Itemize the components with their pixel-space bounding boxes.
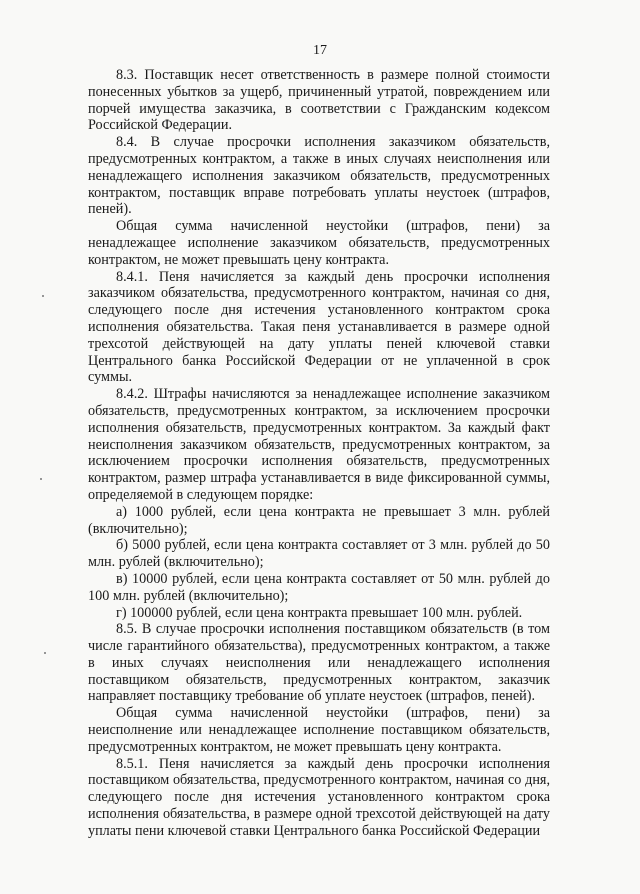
scan-mark	[40, 478, 42, 480]
list-item-b: б) 5000 рублей, если цена контракта составляет от 3 млн. рублей до 50 млн. рублей (включительно);	[88, 537, 550, 571]
paragraph-8-4-2: 8.4.2. Штрафы начисляются за ненадлежащее исполнение заказчиком обязательств, предусмотренных контрактом, за исключением просрочки исполнения обязательств, предусмотренных контрактом. За каждый факт неисполнения заказчиком обязательств, предусмотренных контрактом, за исключением просрочки исполнения обязательств, предусмотренных контрактом, размер штрафа устанавливается в виде фиксированной суммы, определяемой в следующем порядке:	[88, 386, 550, 503]
scan-mark	[42, 295, 44, 297]
page-number: 17	[313, 43, 327, 58]
paragraph-8-3: 8.3. Поставщик несет ответственность в размере полной стоимости понесенных убытков за ущерб, причиненный утратой, повреждением или порчей имущества заказчика, в соответствии с Гражданским кодексом Российской Федерации.	[88, 67, 550, 134]
scan-mark	[44, 652, 46, 654]
paragraph-8-4-1: 8.4.1. Пеня начисляется за каждый день просрочки исполнения заказчиком обязательства, предусмотренного контрактом, начиная со дня, следующего после дня истечения установленного контрактом срока исполнения обязательства. Такая пеня устанавливается в размере одной трехсотой действующей на дату уплаты пеней ключевой ставки Центрального банка Российской Федерации от не уплаченной в срок суммы.	[88, 268, 550, 386]
list-item-v: в) 10000 рублей, если цена контракта составляет от 50 млн. рублей до 100 млн. рублей (включительно);	[88, 570, 550, 604]
paragraph-8-4-total: Общая сумма начисленной неустойки (штрафов, пени) за ненадлежащее исполнение заказчиком обязательств, предусмотренных контрактом, не может превышать цену контракта.	[88, 218, 550, 268]
paragraph-8-5-total: Общая сумма начисленной неустойки (штрафов, пени) за неисполнение или ненадлежащее исполнение поставщиком обязательств, предусмотренных контрактом, не может превышать цену контракта.	[88, 705, 550, 755]
list-item-g: г) 100000 рублей, если цена контракта превышает 100 млн. рублей.	[116, 604, 523, 621]
list-item-a: а) 1000 рублей, если цена контракта не превышает 3 млн. рублей (включительно);	[88, 503, 550, 537]
paragraph-8-4: 8.4. В случае просрочки исполнения заказчиком обязательств, предусмотренных контрактом, а также в иных случаях неисполнения или ненадлежащего исполнения заказчиком обязательств, предусмотренных контрактом, поставщик вправе потребовать уплаты неустоек (штрафов, пеней).	[88, 134, 550, 218]
paragraph-8-5: 8.5. В случае просрочки исполнения поставщиком обязательств (в том числе гарантийного обязательства), предусмотренных контрактом, а также в иных случаях неисполнения или ненадлежащего исполнения поставщиком обязательств, предусмотренных контрактом, заказчик направляет поставщику требование об уплате неустоек (штрафов, пеней).	[88, 621, 550, 705]
paragraph-8-5-1: 8.5.1. Пеня начисляется за каждый день просрочки исполнения поставщиком обязательства, предусмотренного контрактом, начиная со дня, следующего после дня истечения установленного контрактом срока исполнения обязательства, в размере одной трехсотой действующей на дату уплаты пени ключевой ставки Центрального банка Российской Федерации	[88, 755, 550, 839]
document-body	[88, 67, 550, 840]
